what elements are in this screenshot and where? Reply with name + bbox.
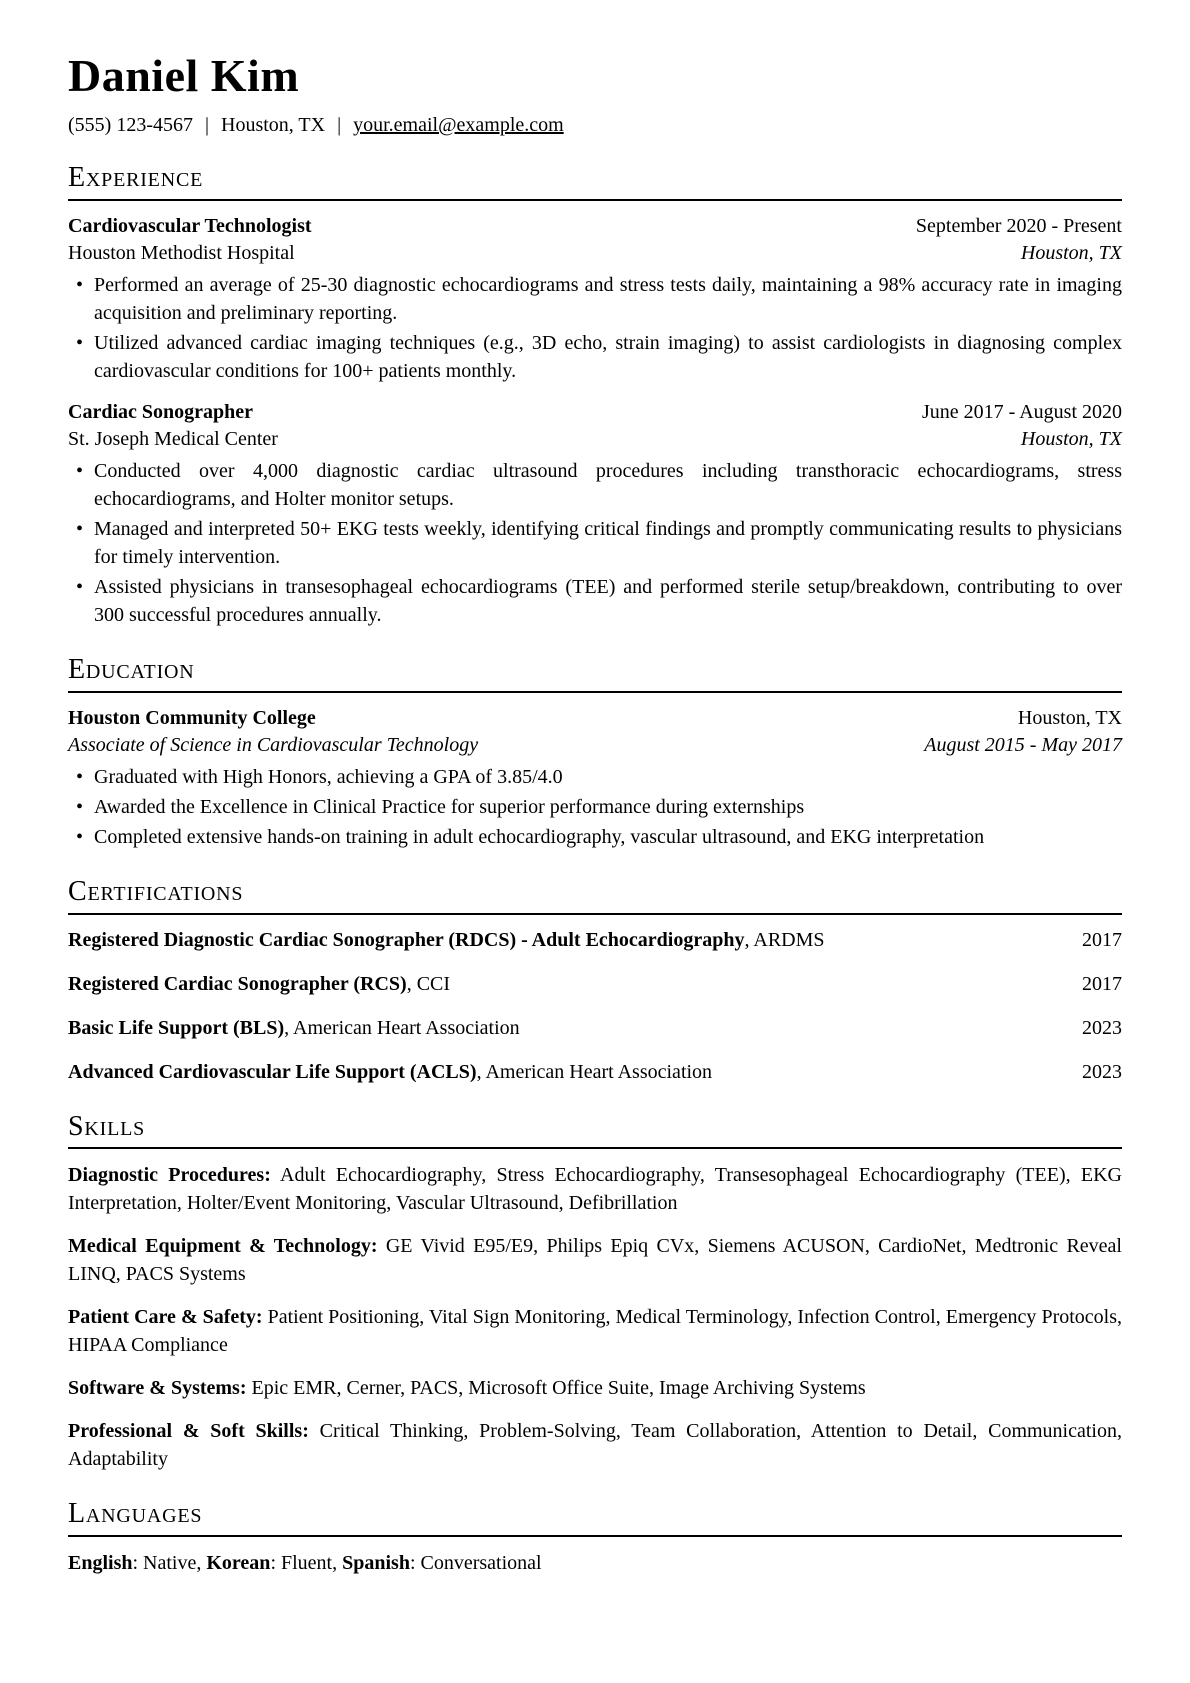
skill-group xyxy=(68,1303,1122,1359)
school-location: Houston, TX xyxy=(1017,706,1122,729)
education-bullet: • Graduated with High Honors, achieving a GPA of 3.85/4.0 xyxy=(68,763,1122,791)
skill-group xyxy=(68,1232,1122,1288)
skill-group xyxy=(68,1161,1122,1217)
language-name: Korean xyxy=(206,1552,271,1575)
certification-row xyxy=(68,927,1122,954)
section-experience xyxy=(68,163,1122,629)
education-entry xyxy=(68,705,1122,851)
resume-header xyxy=(68,52,1122,137)
job-bullet: • Conducted over 4,000 diagnostic cardiac ultrasound procedures including transthoracic echocardiograms, stress echocardiograms, and Holter monitor setups. xyxy=(68,457,1122,513)
certification-row xyxy=(68,1015,1122,1042)
job-bullet: • Performed an average of 25-30 diagnostic echocardiograms and stress tests daily, maintaining a 98% accuracy rate in imaging acquisition and preliminary reporting. xyxy=(68,271,1122,327)
certification-row xyxy=(68,1059,1122,1086)
section-languages xyxy=(68,1499,1122,1577)
languages-section-title: Languages xyxy=(68,1499,1122,1537)
education-bullet: • Completed extensive hands-on training in adult echocardiography, vascular ultrasound, and EKG interpretation xyxy=(68,823,1122,851)
contact-separator: | xyxy=(204,114,209,137)
job-dates: September 2020 - Present xyxy=(915,215,1122,238)
job-location: Houston, TX xyxy=(1020,428,1122,451)
job-company: Houston Methodist Hospital xyxy=(68,242,295,265)
job-role: Cardiovascular Technologist xyxy=(68,215,312,238)
contact-location: Houston, TX xyxy=(221,114,326,137)
skill-group-label: Patient Care & Safety: xyxy=(68,1306,263,1329)
skill-group-label: Software & Systems: xyxy=(68,1377,247,1400)
job-bullet-list xyxy=(68,271,1122,385)
phone-number: (555) 123-4567 xyxy=(68,114,193,137)
certification-row xyxy=(68,971,1122,998)
job-company: St. Joseph Medical Center xyxy=(68,428,278,451)
certification-year: 2017 xyxy=(1082,972,1122,995)
job-location: Houston, TX xyxy=(1020,242,1122,265)
certification-year: 2023 xyxy=(1082,1060,1122,1083)
school-name: Houston Community College xyxy=(68,706,316,729)
job-dates: June 2017 - August 2020 xyxy=(922,401,1122,424)
job-bullet-list xyxy=(68,457,1122,629)
education-bullet-list xyxy=(68,763,1122,851)
education-dates: August 2015 - May 2017 xyxy=(924,733,1122,756)
languages-line xyxy=(68,1549,1122,1577)
skill-group-label: Professional & Soft Skills: xyxy=(68,1420,309,1443)
experience-section-title: Experience xyxy=(68,163,1122,201)
degree-name: Associate of Science in Cardiovascular Technology xyxy=(68,733,479,756)
skill-group-text: Patient Positioning, Vital Sign Monitoring, Medical Terminology, Infection Control, Emergency Protocols, HIPAA Compliance xyxy=(68,1306,1122,1357)
certification-name: Registered Diagnostic Cardiac Sonographer (RDCS) - Adult Echocardiography, ARDMS xyxy=(68,928,825,951)
certification-year: 2023 xyxy=(1082,1016,1122,1039)
language-name: English xyxy=(68,1552,133,1575)
candidate-name: Daniel Kim xyxy=(68,50,300,101)
skill-group xyxy=(68,1417,1122,1473)
skill-group-text: Critical Thinking, Problem-Solving, Team Collaboration, Attention to Detail, Communication, Adaptability xyxy=(68,1420,1122,1471)
skill-group-text: Epic EMR, Cerner, PACS, Microsoft Office Suite, Image Archiving Systems xyxy=(246,1377,866,1400)
language-level: : Native, xyxy=(132,1552,207,1575)
skill-group-text: Adult Echocardiography, Stress Echocardiography, Transesophageal Echocardiography (TEE), EKG Interpretation, Holter/Event Monitoring, Vascular Ultrasound, Defibrillation xyxy=(68,1164,1122,1215)
certification-name: Registered Cardiac Sonographer (RCS), CCI xyxy=(68,972,451,995)
contact-line xyxy=(68,114,1122,137)
language-level: : Fluent, xyxy=(270,1552,343,1575)
job-bullet: • Managed and interpreted 50+ EKG tests weekly, identifying critical findings and promptly communicating results to physicians for timely intervention. xyxy=(68,515,1122,571)
certification-name: Basic Life Support (BLS), American Heart Association xyxy=(68,1016,520,1039)
job-entry xyxy=(68,399,1122,629)
job-entry xyxy=(68,213,1122,385)
certifications-section-title: Certifications xyxy=(68,877,1122,915)
skill-group-label: Diagnostic Procedures: xyxy=(68,1164,271,1187)
education-section-title: Education xyxy=(68,655,1122,693)
job-role: Cardiac Sonographer xyxy=(68,401,253,424)
language-name: Spanish xyxy=(342,1552,410,1575)
section-skills xyxy=(68,1112,1122,1474)
job-bullet: • Utilized advanced cardiac imaging techniques (e.g., 3D echo, strain imaging) to assist cardiologists in diagnosing complex cardiovascular conditions for 100+ patients monthly. xyxy=(68,329,1122,385)
job-bullet: • Assisted physicians in transesophageal echocardiograms (TEE) and performed sterile setup/breakdown, contributing to over 300 successful procedures annually. xyxy=(68,573,1122,629)
certification-year: 2017 xyxy=(1082,928,1122,951)
skill-group-label: Medical Equipment & Technology: xyxy=(68,1235,378,1258)
skill-group xyxy=(68,1374,1122,1402)
contact-separator: | xyxy=(337,114,342,137)
certification-name: Advanced Cardiovascular Life Support (ACLS), American Heart Association xyxy=(68,1060,713,1083)
language-level: : Conversational xyxy=(409,1552,542,1575)
skills-section-title: Skills xyxy=(68,1112,1122,1150)
skill-group-text: GE Vivid E95/E9, Philips Epiq CVx, Siemens ACUSON, CardioNet, Medtronic Reveal LINQ, PACS Systems xyxy=(68,1235,1122,1286)
email-link[interactable]: your.email@example.com xyxy=(353,114,564,137)
section-certifications xyxy=(68,877,1122,1086)
education-bullet: • Awarded the Excellence in Clinical Practice for superior performance during externships xyxy=(68,793,1122,821)
section-education xyxy=(68,655,1122,851)
